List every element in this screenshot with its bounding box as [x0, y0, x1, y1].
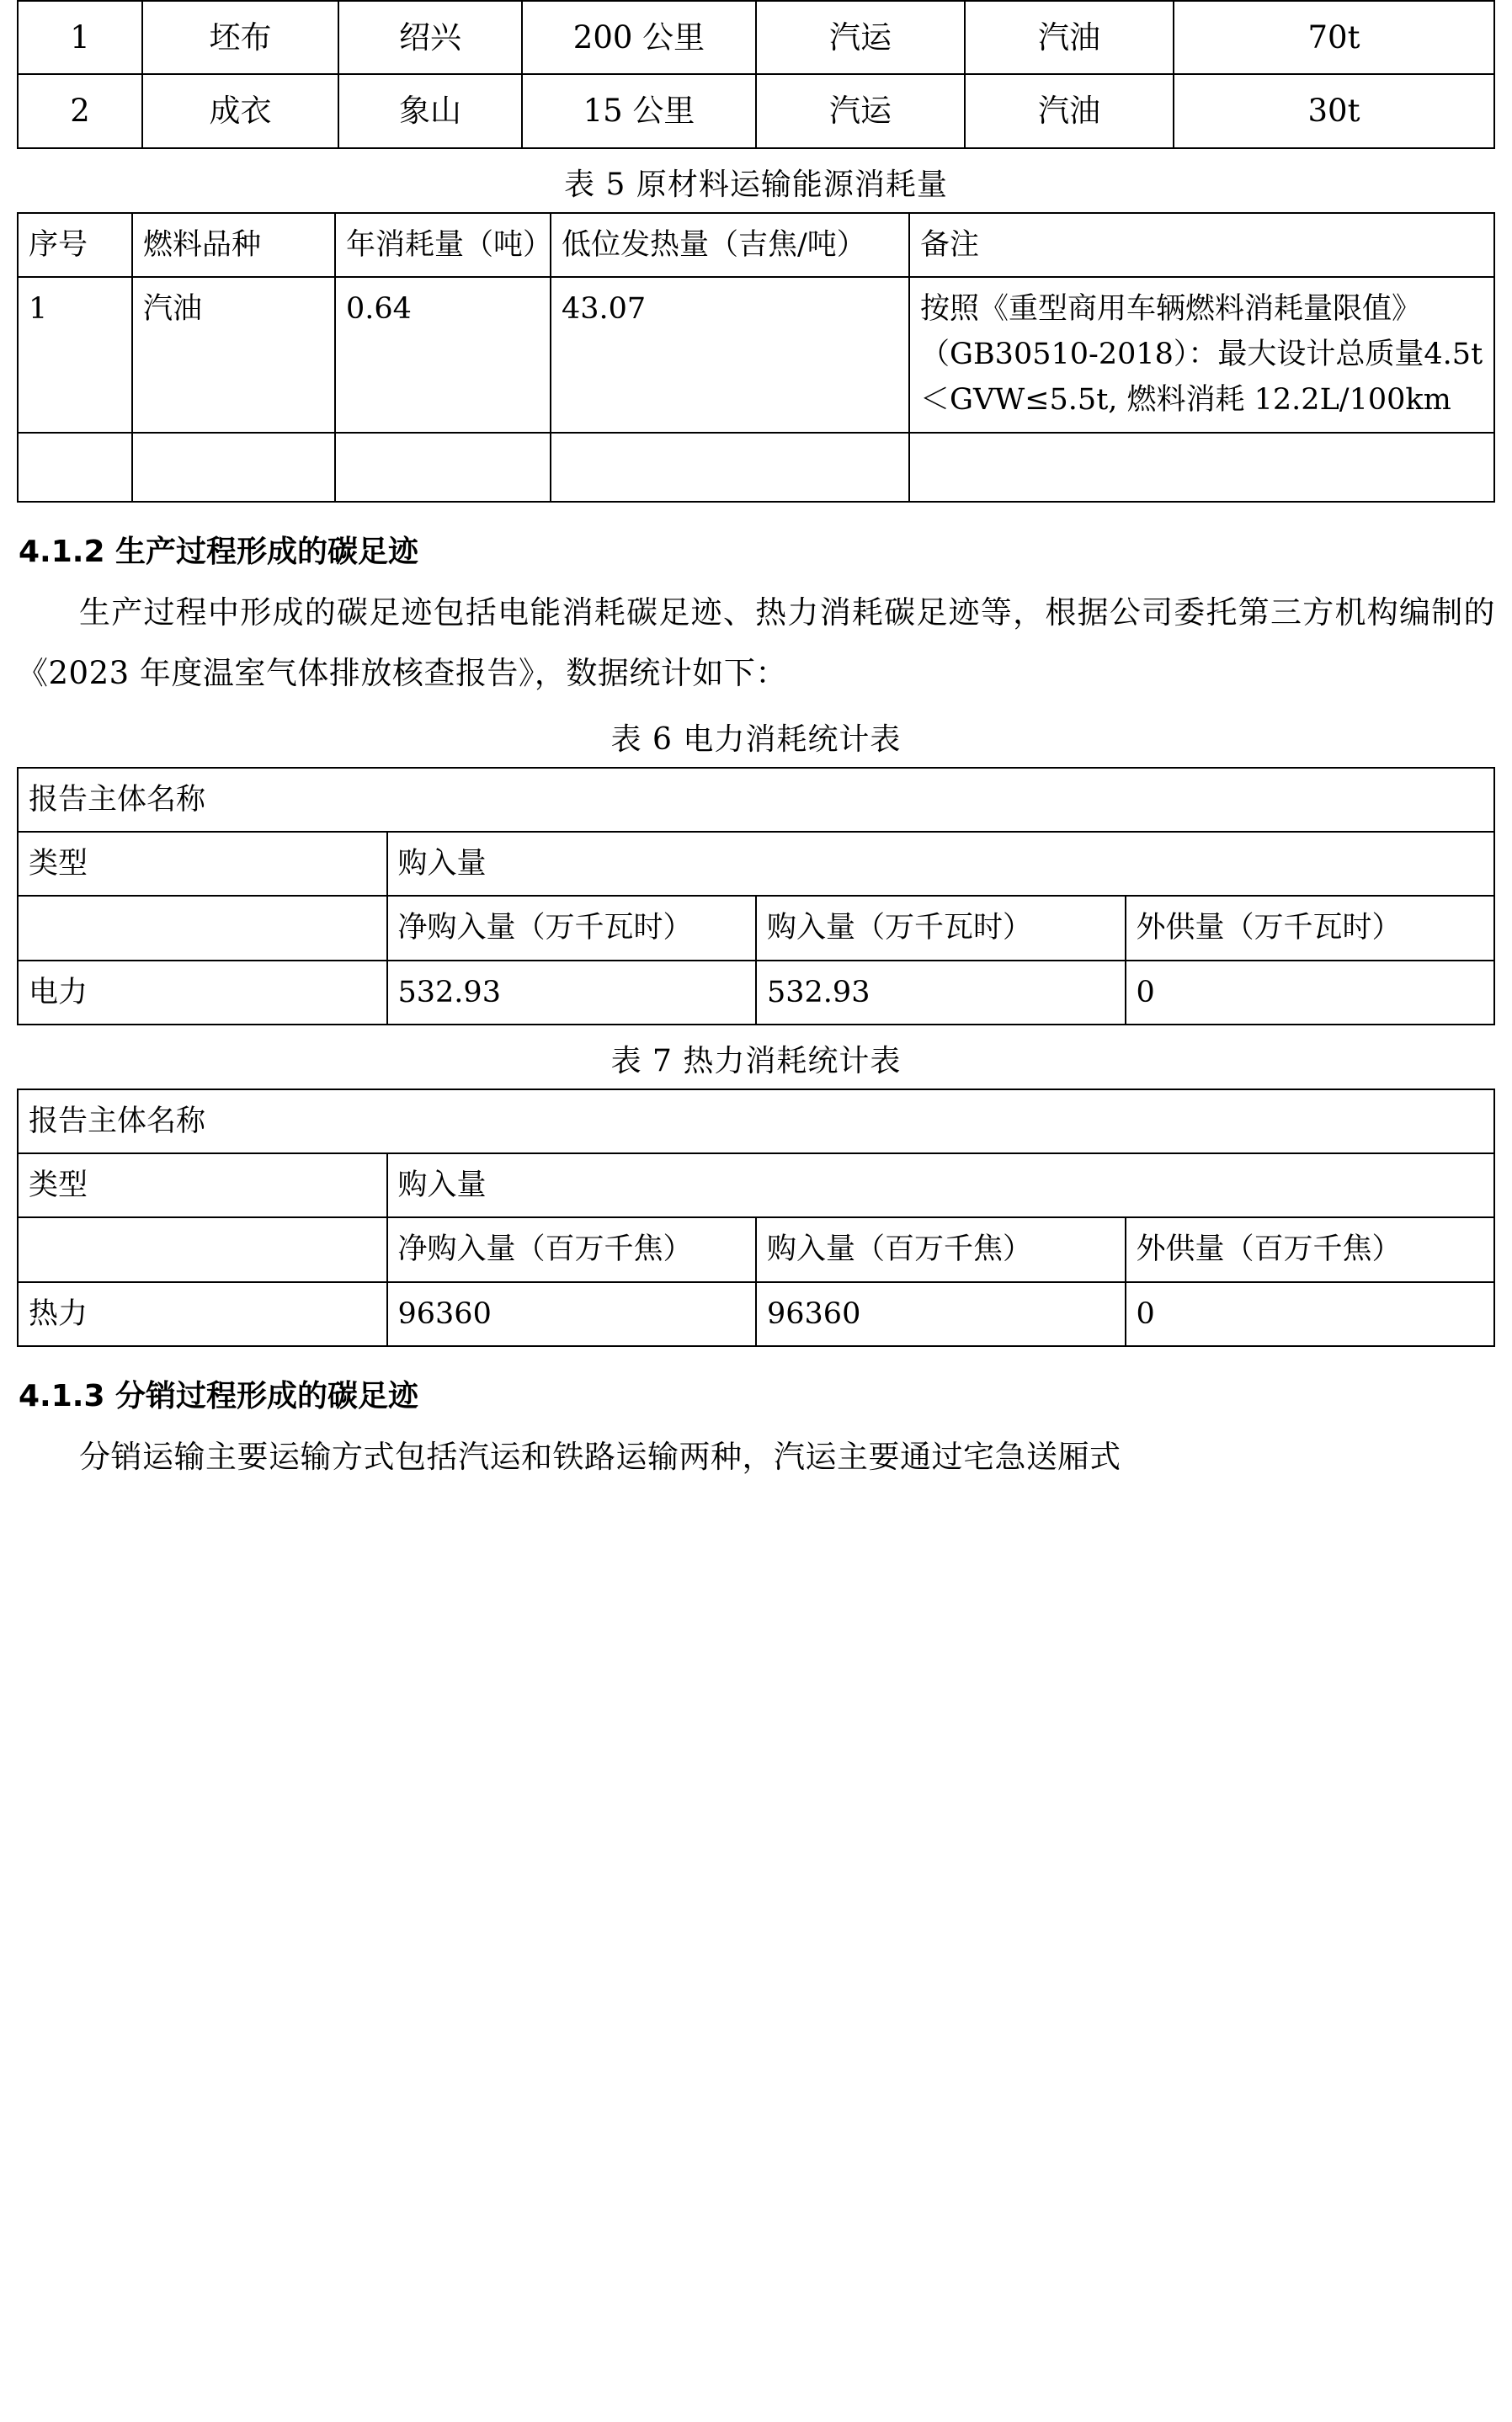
cell-mode: 汽运	[756, 1, 965, 74]
type-blank	[18, 1217, 387, 1281]
cell-distance: 15 公里	[522, 74, 756, 147]
cell-weight: 70t	[1174, 1, 1494, 74]
table-row	[18, 1089, 1494, 1153]
cell-type: 热力	[18, 1282, 387, 1346]
table-row	[18, 896, 1494, 960]
cell-net-purchase: 532.93	[387, 961, 757, 1025]
cell-net-purchase: 96360	[387, 1282, 757, 1346]
section-413-heading: 4.1.3 分销过程形成的碳足迹	[19, 1378, 419, 1413]
cell-note: 按照《重型商用车辆燃料消耗量限值》（GB30510-2018）：最大设计总质量4.5t＜GVW≤5.5t, 燃料消耗 12.2L/100km	[909, 277, 1494, 433]
subheader-purchase: 购入量（百万千焦）	[756, 1217, 1126, 1281]
section-413-paragraph: 分销运输主要运输方式包括汽运和铁路运输两种，汽运主要通过宅急送厢式	[79, 1438, 1121, 1475]
table-row	[18, 1153, 1494, 1217]
table5-caption: 表 5 原材料运输能源消耗量	[564, 167, 948, 202]
purchase-label: 购入量	[387, 832, 1495, 896]
cell-no-empty	[18, 433, 132, 502]
table5-fuel-consumption	[17, 212, 1495, 503]
table-row	[18, 961, 1494, 1025]
cell-purchase: 96360	[756, 1282, 1126, 1346]
type-label: 类型	[18, 1153, 387, 1217]
type-label: 类型	[18, 832, 387, 896]
header-fuel-type: 燃料品种	[132, 213, 335, 277]
table7-heat	[17, 1089, 1495, 1347]
subheader-net-purchase: 净购入量（万千瓦时）	[387, 896, 757, 960]
cell-no: 2	[18, 74, 142, 147]
section-412-heading: 4.1.2 生产过程形成的碳足迹	[19, 534, 419, 569]
subheader-purchase: 购入量（万千瓦时）	[756, 896, 1126, 960]
cell-heat-value-empty	[551, 433, 909, 502]
cell-fuel-type: 汽油	[132, 277, 335, 433]
table-row	[18, 768, 1494, 832]
subject-name-label: 报告主体名称	[18, 1089, 1494, 1153]
purchase-label: 购入量	[387, 1153, 1495, 1217]
cell-origin: 绍兴	[338, 1, 522, 74]
subheader-export: 外供量（万千瓦时）	[1126, 896, 1495, 960]
cell-weight: 30t	[1174, 74, 1494, 147]
table-row	[18, 1, 1494, 74]
cell-annual-consumption: 0.64	[335, 277, 551, 433]
cell-export: 0	[1126, 1282, 1495, 1346]
cell-type: 电力	[18, 961, 387, 1025]
table-row-empty	[18, 433, 1494, 502]
header-heat-value: 低位发热量（吉焦/吨）	[551, 213, 909, 277]
subheader-export: 外供量（百万千焦）	[1126, 1217, 1495, 1281]
cell-purchase: 532.93	[756, 961, 1126, 1025]
header-no: 序号	[18, 213, 132, 277]
transport-table	[17, 0, 1495, 149]
table-row	[18, 74, 1494, 147]
cell-material: 坯布	[142, 1, 338, 74]
subject-name-label: 报告主体名称	[18, 768, 1494, 832]
cell-fuel: 汽油	[965, 74, 1174, 147]
cell-export: 0	[1126, 961, 1495, 1025]
section-412-paragraph: 生产过程中形成的碳足迹包括电能消耗碳足迹、热力消耗碳足迹等，根据公司委托第三方机构编制的《2023 年度温室气体排放核查报告》，数据统计如下：	[17, 594, 1495, 691]
table-header-row	[18, 213, 1494, 277]
cell-fuel: 汽油	[965, 1, 1174, 74]
table6-caption: 表 6 电力消耗统计表	[610, 721, 902, 757]
subheader-net-purchase: 净购入量（百万千焦）	[387, 1217, 757, 1281]
type-blank	[18, 896, 387, 960]
cell-no: 1	[18, 277, 132, 433]
cell-no: 1	[18, 1, 142, 74]
cell-distance: 200 公里	[522, 1, 756, 74]
table-row	[18, 1217, 1494, 1281]
table-row	[18, 277, 1494, 433]
cell-origin: 象山	[338, 74, 522, 147]
cell-fuel-type-empty	[132, 433, 335, 502]
cell-mode: 汽运	[756, 74, 965, 147]
cell-heat-value: 43.07	[551, 277, 909, 433]
cell-note-empty	[909, 433, 1494, 502]
table6-electricity	[17, 767, 1495, 1025]
cell-material: 成衣	[142, 74, 338, 147]
table7-caption: 表 7 热力消耗统计表	[610, 1043, 902, 1078]
cell-annual-consumption-empty	[335, 433, 551, 502]
table-row	[18, 1282, 1494, 1346]
header-annual-consumption: 年消耗量（吨）	[335, 213, 551, 277]
table-row	[18, 832, 1494, 896]
header-note: 备注	[909, 213, 1494, 277]
